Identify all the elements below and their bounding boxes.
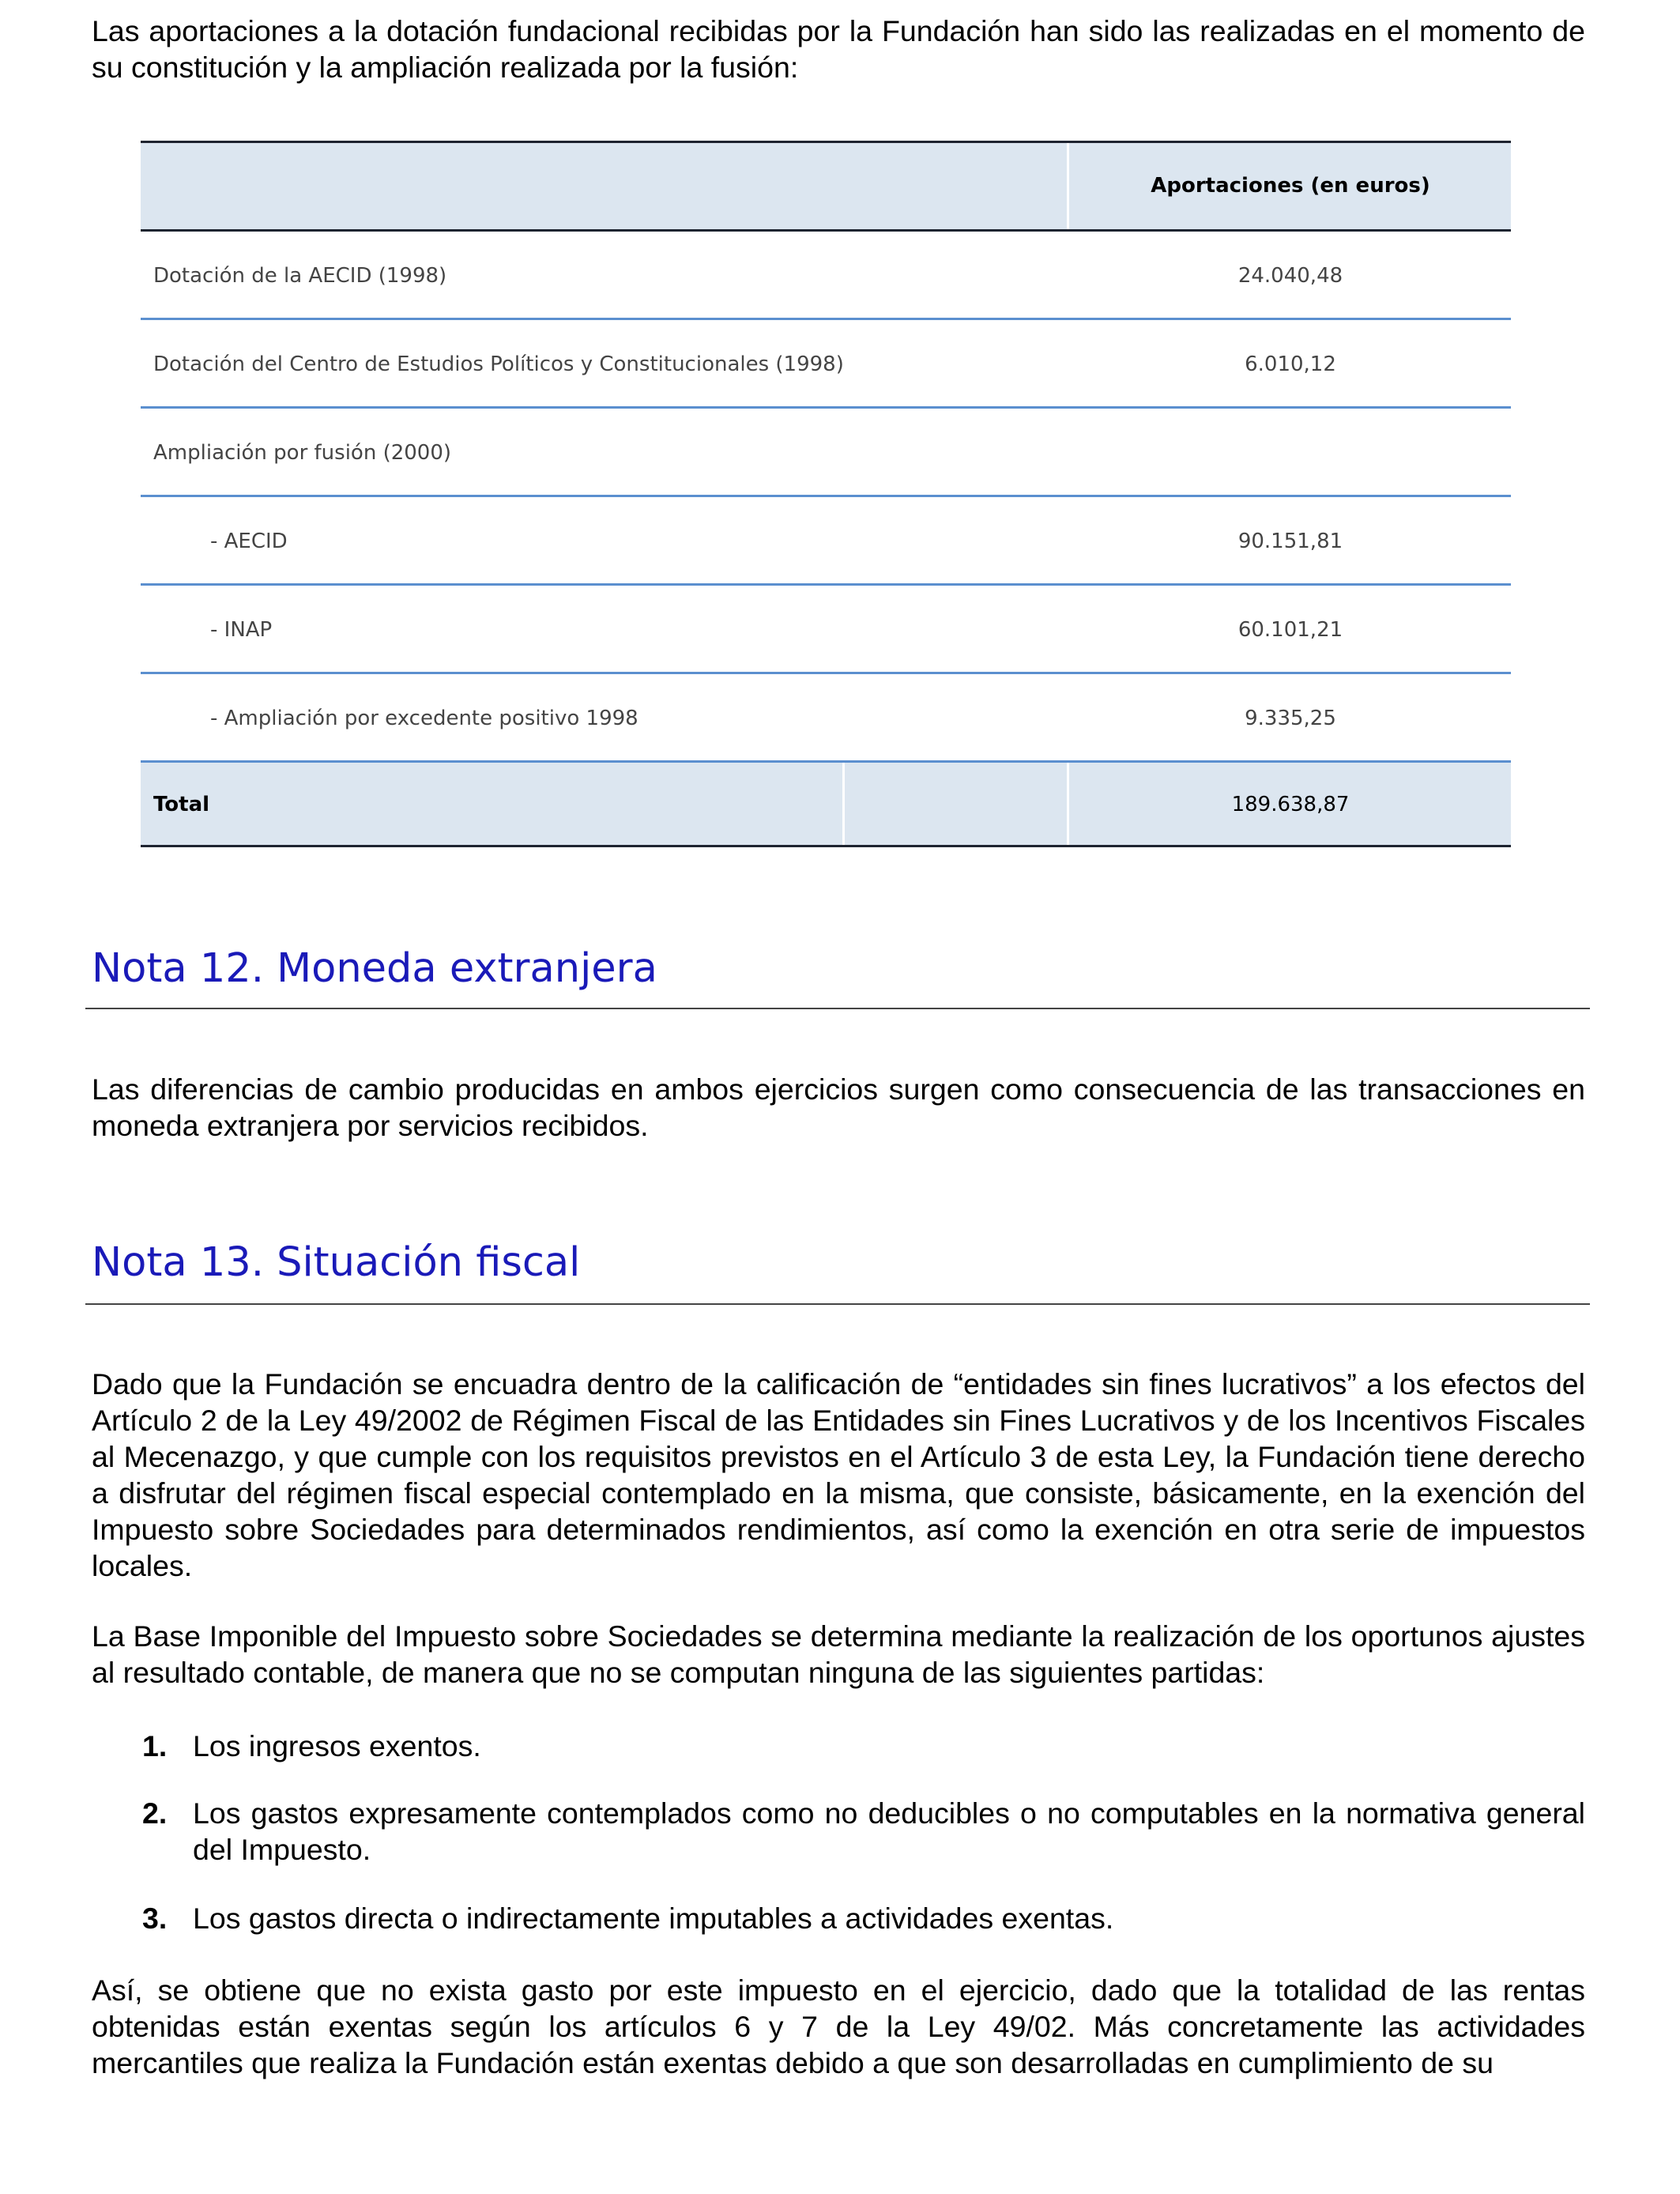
row-value: 9.335,25 [1245, 707, 1336, 730]
row-value: 60.101,21 [1237, 618, 1343, 642]
nota13-heading: Nota 13. Situación fiscal [92, 1239, 581, 1286]
row-value: 24.040,48 [1237, 264, 1343, 288]
nota13-paragraph-1: Dado que la Fundación se encuadra dentro de la calificación de “entidades sin fines lucrativos” a los efectos del Artículo 2 de la Ley 49/2002 de Régimen Fiscal de las Entidades sin Fines Lucrativos y de los Incentivos Fiscales al Mecenazgo, y que cumple con los requisitos previstos en el Artículo 3 de esta Ley, la Fundación tiene derecho a disfrutar del régimen fiscal especial contemplado en la misma, que consiste, básicamente, en la exención del Impuesto sobre Sociedades para determinados rendimientos, así como la exención en otra serie de impuestos locales. [92, 1367, 1585, 1582]
table-row [141, 497, 1511, 586]
list-item-text: Los gastos directa o indirectamente imputables a actividades exentas. [193, 1902, 1114, 1935]
nota13-rule [85, 1303, 1590, 1305]
intro-paragraph: Las aportaciones a la dotación fundacional recibidas por la Fundación han sido las realizadas en el momento de su constitución y la ampliación realizada por la fusión: [92, 14, 1585, 84]
list-item-number: 2. [142, 1796, 168, 1830]
nota12-paragraph: Las diferencias de cambio producidas en ambos ejercicios surgen como consecuencia de las transacciones en moneda extranjera por servicios recibidos. [92, 1072, 1585, 1142]
total-label: Total [153, 793, 210, 816]
nota13-paragraph-3: Así, se obtiene que no exista gasto por este impuesto en el ejercicio, dado que la totalidad de las rentas obtenidas están exentas según los artículos 6 y 7 de la Ley 49/02. Más concretamente las actividades mercantiles que realiza la Fundación están exentas debido a que son desarrolladas en cumplimiento de su [92, 1973, 1585, 2079]
table-header-row [141, 143, 1511, 229]
row-label: Dotación de la AECID (1998) [153, 264, 447, 288]
total-column-divider [842, 763, 845, 846]
table-header-value: Aportaciones (en euros) [1151, 174, 1430, 198]
table-bottom-rule [141, 845, 1511, 847]
total-column-divider [1067, 763, 1069, 846]
row-label: Ampliación por fusión (2000) [153, 441, 452, 465]
header-column-divider [1067, 143, 1069, 229]
nota12-rule [85, 1008, 1590, 1009]
row-value: 90.151,81 [1237, 530, 1343, 553]
nota13-paragraph-2: La Base Imponible del Impuesto sobre Sociedades se determina mediante la realización de los oportunos ajustes al resultado contable, de manera que no se computan ninguna de las siguientes partidas: [92, 1619, 1585, 1689]
row-label: Dotación del Centro de Estudios Políticos y Constitucionales (1998) [153, 352, 844, 376]
table-row [141, 586, 1511, 674]
nota12-heading: Nota 12. Moneda extranjera [92, 945, 657, 992]
list-item-number: 3. [142, 1902, 168, 1935]
row-value: 6.010,12 [1245, 352, 1336, 376]
table-row [141, 674, 1511, 763]
row-label: - AECID [210, 530, 288, 553]
list-item-text: Los gastos expresamente contemplados como no deducibles o no computables en la normativa general del Impuesto. [193, 1796, 1585, 1866]
list-item-number: 1. [142, 1729, 168, 1762]
table-row [141, 232, 1511, 320]
total-value: 189.638,87 [1231, 793, 1350, 816]
table-row [141, 320, 1511, 409]
contributions-table [141, 141, 1511, 847]
row-value [1070, 409, 1511, 497]
row-label: - INAP [210, 618, 273, 642]
table-row [141, 409, 1511, 497]
table-total-row [141, 763, 1511, 846]
list-item-text: Los ingresos exentos. [193, 1729, 481, 1762]
row-label: - Ampliación por excedente positivo 1998 [210, 707, 638, 730]
